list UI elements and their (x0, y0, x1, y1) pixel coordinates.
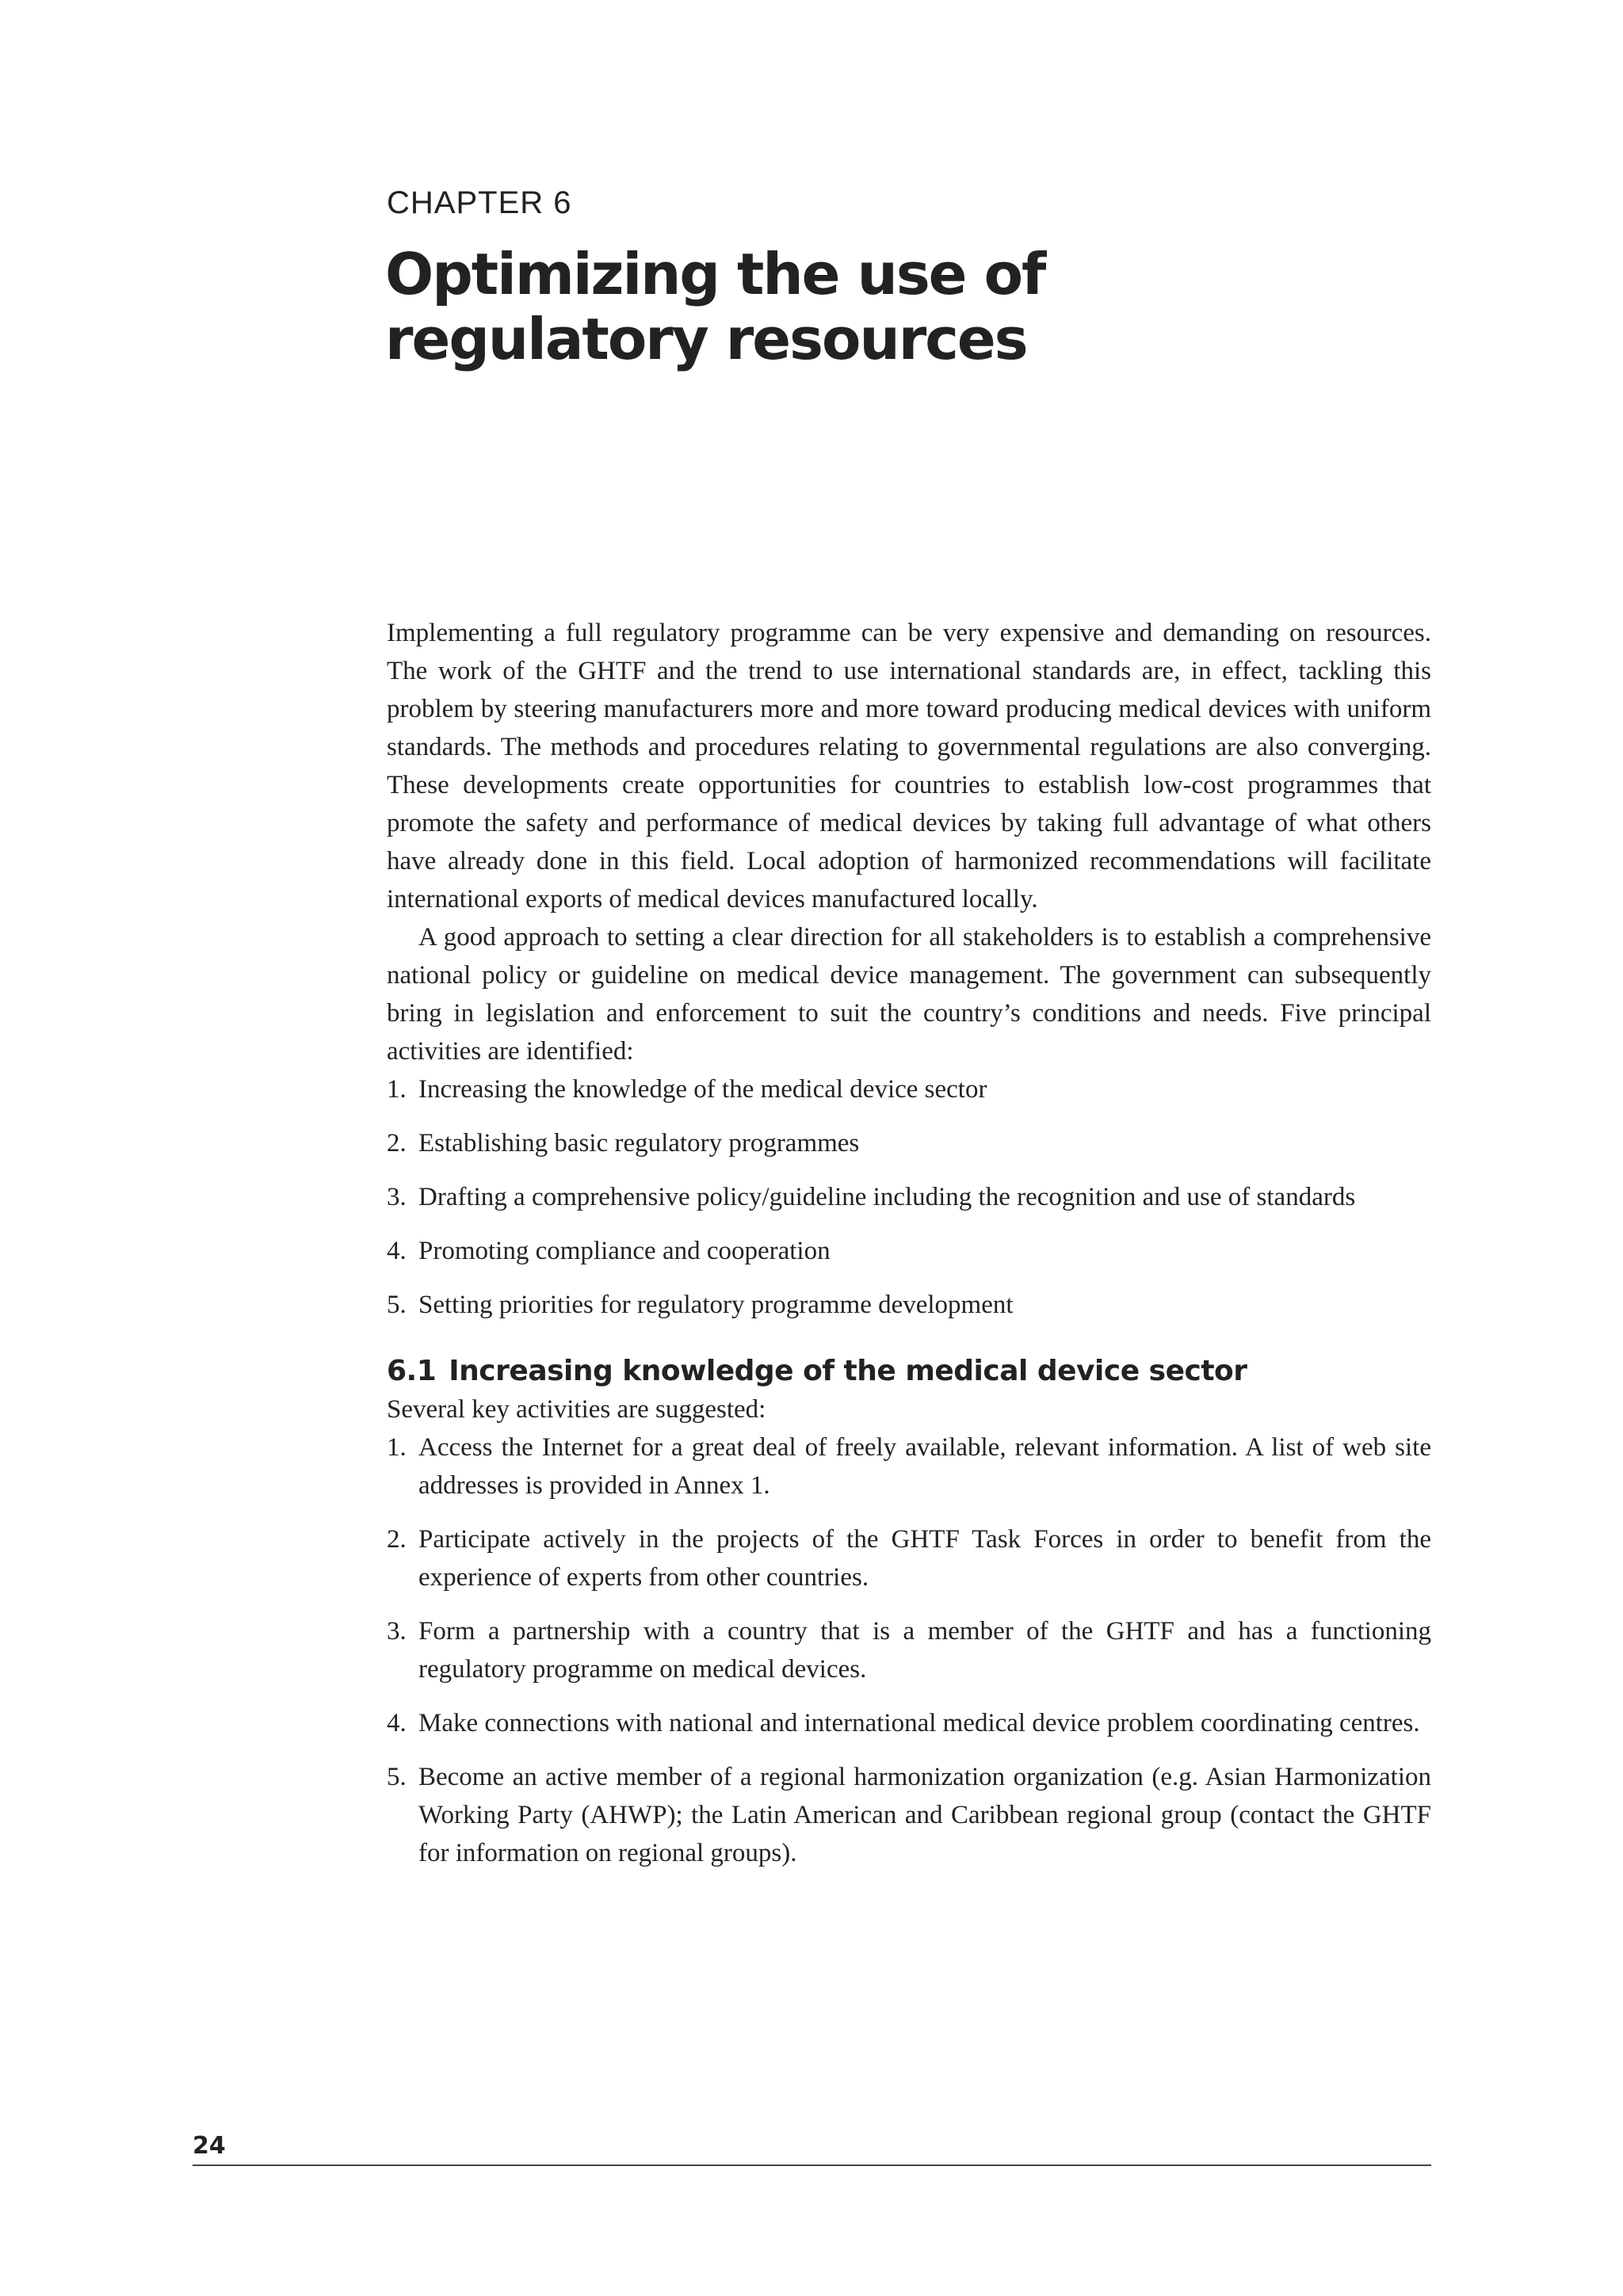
list-item (387, 1286, 1431, 1324)
list-item-text: Promoting compliance and cooperation (418, 1237, 831, 1265)
list-item-text: Drafting a comprehensive policy/guideline including the recognition and use of standards (418, 1183, 1356, 1211)
list-item-number: 3. (387, 1183, 407, 1211)
list-item-number: 2. (387, 1129, 407, 1158)
list-item-number: 5. (387, 1763, 407, 1791)
list-item-number: 5. (387, 1291, 407, 1319)
list-item (387, 1428, 1431, 1505)
list-item (387, 1070, 1431, 1108)
list-item (387, 1758, 1431, 1872)
list-item (387, 1520, 1431, 1596)
list-item (387, 1704, 1431, 1742)
suggested-activities-list (387, 1428, 1431, 1872)
list-item-text: Access the Internet for a great deal of freely available, relevant information. A list of web site addresses is provided in Annex 1. (418, 1433, 1431, 1500)
list-item-text: Setting priorities for regulatory programme development (418, 1291, 1014, 1319)
list-item-number: 4. (387, 1237, 407, 1265)
list-item-number: 3. (387, 1617, 407, 1646)
section-title: Increasing knowledge of the medical device sector (449, 1355, 1247, 1387)
intro-paragraph-2: A good approach to setting a clear direction for all stakeholders is to establish a comprehensive national policy or guideline on medical device management. The government can subsequently bring in legislation and enforcement to suit the country’s conditions and needs. Five principal activities are identified: (387, 923, 1431, 1066)
chapter-label: CHAPTER 6 (387, 185, 572, 220)
intro-paragraph-1: Implementing a full regulatory programme can be very expensive and demanding on resources. The work of the GHTF and the trend to use international standards are, in effect, tackling this problem by steering manufacturers more and more toward producing medical devices with uniform standards. The methods and procedures relating to governmental regulations are also converging. These developments create opportunities for countries to establish low-cost programmes that promote the safety and performance of medical devices by taking full advantage of what others have already done in this field. Local adoption of harmonized recommendations will facilitate international exports of medical devices manufactured locally. (387, 619, 1431, 913)
list-item (387, 1232, 1431, 1270)
list-item-text: Increasing the knowledge of the medical device sector (418, 1075, 987, 1104)
page-number: 24 (193, 2132, 226, 2160)
section-heading (387, 1352, 1431, 1390)
principal-activities-list (387, 1070, 1431, 1324)
list-item-text: Establishing basic regulatory programmes (418, 1129, 860, 1158)
list-item-text: Make connections with national and international medical device problem coordinating centres. (418, 1709, 1420, 1737)
chapter-title: Optimizing the use of regulatory resources (385, 241, 1045, 372)
list-item (387, 1124, 1431, 1162)
list-item-number: 1. (387, 1075, 407, 1104)
list-item (387, 1612, 1431, 1688)
footer-divider (193, 2164, 1431, 2166)
list-item (387, 1178, 1431, 1216)
list-item-text: Form a partnership with a country that is a member of the GHTF and has a functioning regulatory programme on medical devices. (418, 1617, 1431, 1684)
list-item-text: Participate actively in the projects of the GHTF Task Forces in order to benefit from the experience of experts from other countries. (418, 1525, 1431, 1592)
list-item-number: 2. (387, 1525, 407, 1554)
body-text (387, 614, 1431, 1888)
list-item-number: 1. (387, 1433, 407, 1462)
section-number: 6.1 (387, 1355, 437, 1387)
section-intro: Several key activities are suggested: (387, 1395, 766, 1424)
list-item-text: Become an active member of a regional harmonization organization (e.g. Asian Harmonization Working Party (AHWP); the Latin American and Caribbean regional group (contact the GHTF for information on regional groups). (418, 1763, 1431, 1867)
list-item-number: 4. (387, 1709, 407, 1737)
